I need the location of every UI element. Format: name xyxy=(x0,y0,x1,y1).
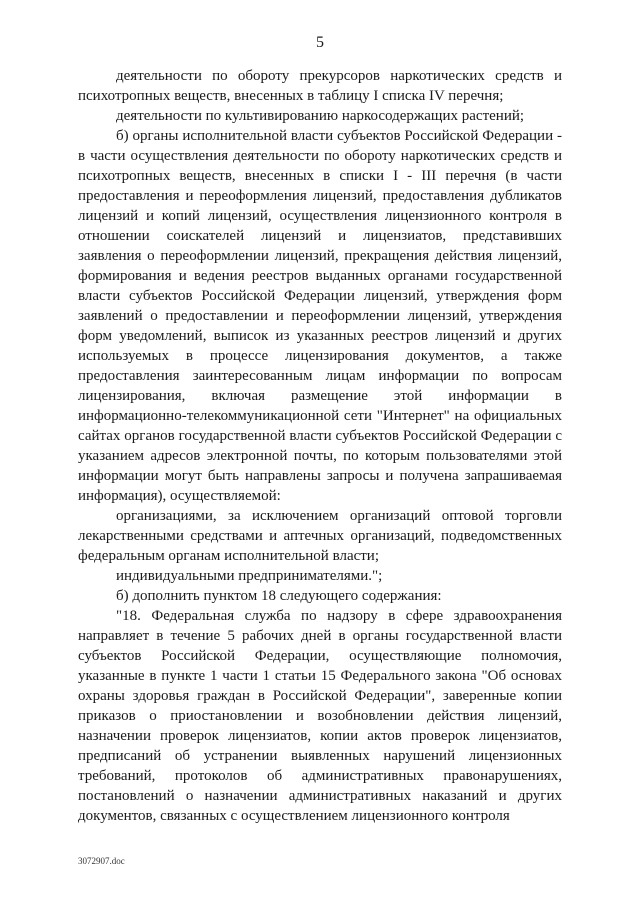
paragraph: индивидуальными предпринимателями."; xyxy=(116,568,383,584)
paragraph: "18. Федеральная служба по надзору в сфере здравоохранения направляет в течение 5 рабочих дней в органы государственной власти субъектов Российской Федерации, осуществляющие полномочия, указанные в пункте 1 части 1 статьи 15 Федерального закона "Об основах охраны здоровья граждан в Российской Федерации", заверенные копии приказов о приостановлении и возобновлении действия лицензий, назначении проверок лицензиатов, копии актов проверок лицензиатов, предписаний об устранении выявленных нарушений лицензионных требований, протоколов об административных правонарушениях, постановлений о назначении административных наказаний и других документов, связанных с осуществлением лицензионного контроля xyxy=(78,608,562,824)
document-file-code: 3072907.doc xyxy=(78,856,125,866)
paragraph: деятельности по обороту прекурсоров наркотических средств и психотропных веществ, внесенных в таблицу I списка IV перечня; xyxy=(78,68,562,104)
paragraph: деятельности по культивированию наркосодержащих растений; xyxy=(116,108,525,124)
page-number: 5 xyxy=(316,34,324,51)
paragraph: организациями, за исключением организаций оптовой торговли лекарственными средствами и аптечных организаций, подведомственных федеральным органам исполнительной власти; xyxy=(78,508,562,564)
document-body xyxy=(78,66,562,826)
paragraph: б) дополнить пунктом 18 следующего содержания: xyxy=(116,588,442,604)
paragraph: б) органы исполнительной власти субъектов Российской Федерации - в части осуществления деятельности по обороту наркотических средств и психотропных веществ, внесенных в списки I - III перечня (в части предоставления и переоформления лицензий, предоставления дубликатов лицензий и копий лицензий, осуществления лицензионного контроля в отношении соискателей лицензий и лицензиатов, представивших заявления о переоформлении лицензий, прекращения действия лицензий, формирования и ведения реестров выданных органами государственной власти субъектов Российской Федерации лицензий, утверждения форм заявлений о предоставлении и переоформлении лицензий, утверждения форм уведомлений, выписок из указанных реестров лицензий и других используемых в процессе лицензирования документов, а также предоставления заинтересованным лицам информации по вопросам лицензирования, включая размещение этой информации в информационно-телекоммуникационной сети "Интернет" на официальных сайтах органов государственной власти субъектов Российской Федерации с указанием адресов электронной почты, по которым пользователями этой информации могут быть направлены запросы и получена запрашиваемая информация), осуществляемой: xyxy=(78,128,562,504)
